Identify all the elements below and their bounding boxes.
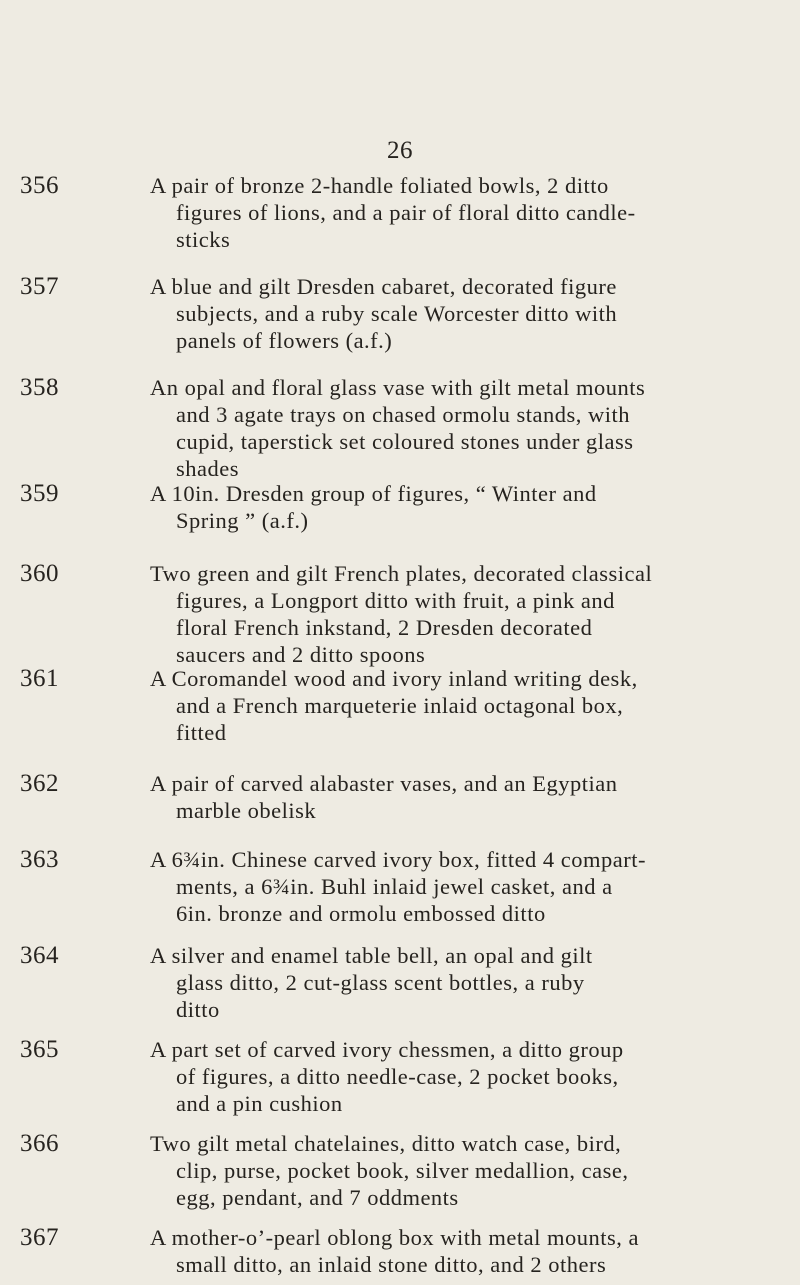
lot-description [150, 172, 760, 253]
lot-number: 365 [20, 1036, 59, 1063]
lot-description-line: A part set of carved ivory chessmen, a ditto group [150, 1037, 624, 1062]
lot-description-line: glass ditto, 2 cut-glass scent bottles, a ruby [176, 970, 585, 995]
lot-description-line: A 10in. Dresden group of figures, “ Winter and [150, 481, 597, 506]
lot-description [150, 480, 760, 534]
lot-description-line: marble obelisk [176, 798, 317, 823]
lot-number: 357 [20, 273, 59, 300]
lot-description-line: floral French inkstand, 2 Dresden decorated [176, 615, 593, 640]
lot-number: 360 [20, 560, 59, 587]
page-number: 26 [387, 137, 413, 164]
lot-description [150, 1224, 760, 1278]
lot-number: 356 [20, 172, 59, 199]
lot-number: 358 [20, 374, 59, 401]
lot-description-line: ments, a 6¾in. Buhl inlaid jewel casket, and a [176, 874, 613, 899]
lot-number: 362 [20, 770, 59, 797]
lot-description-line: A silver and enamel table bell, an opal and gilt [150, 943, 593, 968]
lot-description-line: A pair of carved alabaster vases, and an Egyptian [150, 771, 618, 796]
lot-description-line: Two green and gilt French plates, decorated classical [150, 561, 653, 586]
lot-description [150, 770, 760, 824]
lot-description-line: sticks [176, 227, 231, 252]
lot-description-line: Two gilt metal chatelaines, ditto watch case, bird, [150, 1131, 622, 1156]
lot-description [150, 1036, 760, 1117]
lot-description-line: subjects, and a ruby scale Worcester ditto with [176, 301, 618, 326]
lot-description [150, 942, 760, 1023]
lot-description [150, 846, 760, 927]
lot-description-line: A Coromandel wood and ivory inland writing desk, [150, 666, 638, 691]
lot-description-line: figures of lions, and a pair of floral ditto candle- [176, 200, 636, 225]
lot-description-line: cupid, taperstick set coloured stones under glass [176, 429, 634, 454]
lot-description-line: and a pin cushion [176, 1091, 343, 1116]
lot-number: 363 [20, 846, 59, 873]
lot-description-line: clip, purse, pocket book, silver medallion, case, [176, 1158, 629, 1183]
lot-description-line: shades [176, 456, 239, 481]
lot-description-line: A 6¾in. Chinese carved ivory box, fitted 4 compart- [150, 847, 647, 872]
lot-number: 366 [20, 1130, 59, 1157]
lot-description-line: figures, a Longport ditto with fruit, a pink and [176, 588, 615, 613]
lot-description-line: saucers and 2 ditto spoons [176, 642, 426, 667]
lot-description-line: and 3 agate trays on chased ormolu stands, with [176, 402, 631, 427]
lot-description-line: An opal and floral glass vase with gilt metal mounts [150, 375, 646, 400]
lot-description-line: small ditto, an inlaid stone ditto, and 2 others [176, 1252, 607, 1277]
lot-description-line: and a French marqueterie inlaid octagonal box, [176, 693, 624, 718]
lot-number: 364 [20, 942, 59, 969]
lot-description-line: egg, pendant, and 7 oddments [176, 1185, 459, 1210]
lot-description-line: A pair of bronze 2-handle foliated bowls, 2 ditto [150, 173, 609, 198]
lot-description-line: Spring ” (a.f.) [176, 508, 309, 533]
lot-description-line: 6in. bronze and ormolu embossed ditto [176, 901, 546, 926]
lot-number: 367 [20, 1224, 59, 1251]
lot-number: 361 [20, 665, 59, 692]
lot-description [150, 273, 760, 354]
lot-description [150, 560, 760, 668]
lot-description-line: panels of flowers (a.f.) [176, 328, 393, 353]
lot-description [150, 1130, 760, 1211]
lot-description-line: ditto [176, 997, 220, 1022]
lot-description-line: of figures, a ditto needle-case, 2 pocket books, [176, 1064, 619, 1089]
lot-description [150, 374, 760, 482]
lot-description-line: fitted [176, 720, 227, 745]
lot-number: 359 [20, 480, 59, 507]
lot-description-line: A blue and gilt Dresden cabaret, decorated figure [150, 274, 617, 299]
lot-description-line: A mother-o’-pearl oblong box with metal mounts, a [150, 1225, 639, 1250]
lot-description [150, 665, 760, 746]
